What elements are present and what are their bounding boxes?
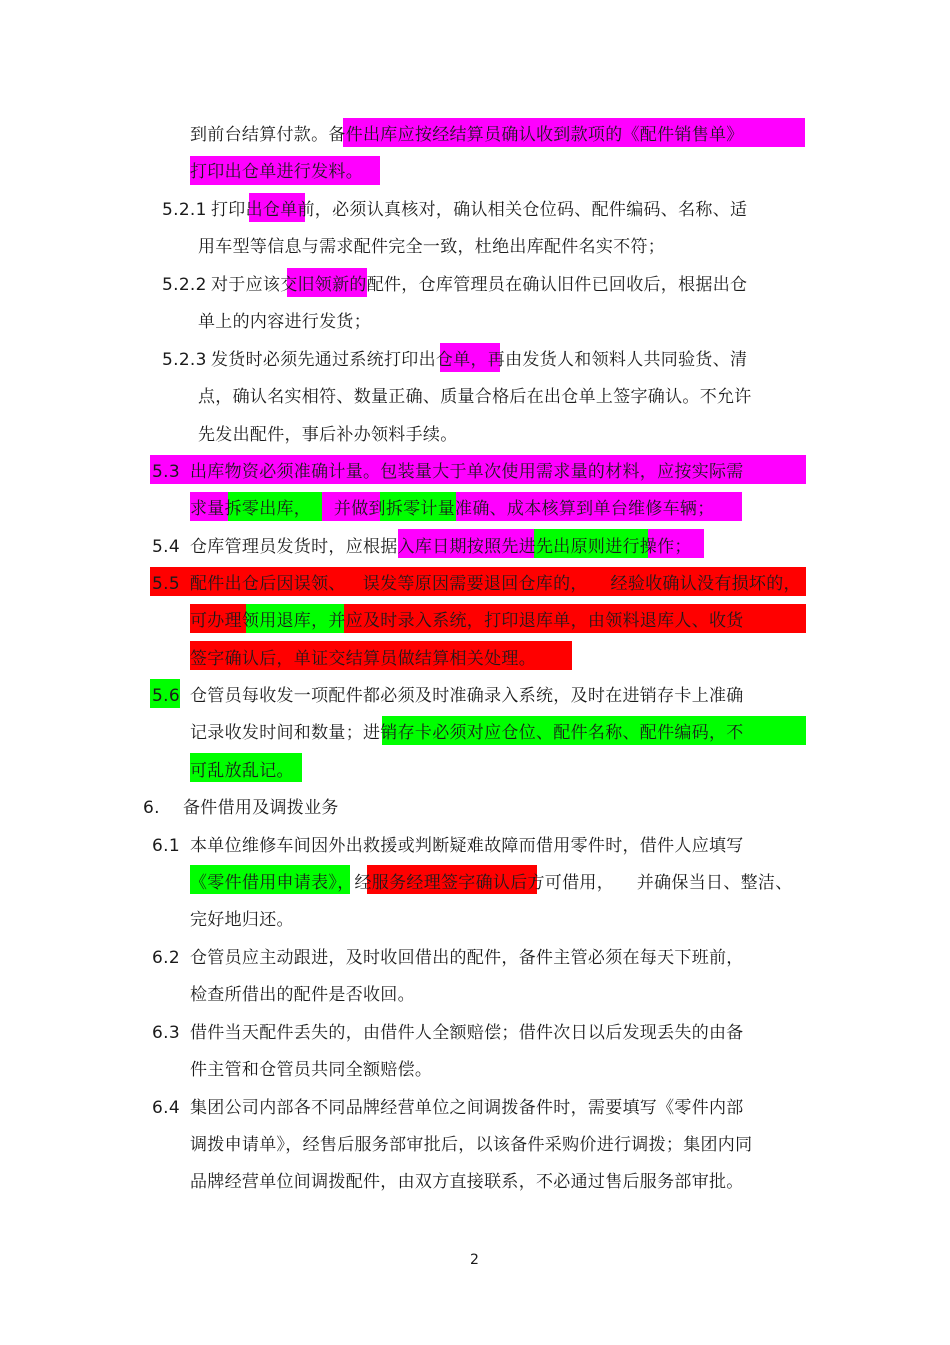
body-line: 记录收发时间和数量；进销存卡必须对应仓位、配件名称、配件编码，不 bbox=[190, 723, 744, 743]
section-number: 5.2.1 bbox=[162, 200, 207, 220]
section-number: 6. bbox=[143, 798, 160, 818]
body-line: 可乱放乱记。 bbox=[190, 761, 294, 781]
section-number: 6.4 bbox=[152, 1098, 180, 1118]
body-line: 到前台结算付款。备件出库应按经结算员确认收到款项的《配件销售单》 bbox=[190, 125, 744, 145]
section-number: 5.3 bbox=[152, 462, 180, 482]
body-line: 点，确认名实相符、数量正确、质量合格后在出仓单上签字确认。不允许 bbox=[198, 387, 752, 407]
body-line: 签字确认后，单证交结算员做结算相关处理。 bbox=[190, 649, 536, 669]
section-number: 5.5 bbox=[152, 574, 180, 594]
section-number: 6.2 bbox=[152, 948, 180, 968]
body-line: 可办理领用退库，并应及时录入系统，打印退库单，由领料退库人、收货 bbox=[190, 611, 744, 631]
body-line: 发货时必须先通过系统打印出仓单，再由发货人和领料人共同验货、清 bbox=[211, 350, 748, 370]
section-heading: 备件借用及调拨业务 bbox=[183, 798, 339, 818]
body-line: 仓库管理员发货时，应根据入库日期按照先进先出原则进行操作； bbox=[190, 537, 692, 557]
body-line: 配件出仓后因误领、 误发等原因需要退回仓库的， 经验收确认没有损坏的， bbox=[190, 574, 801, 594]
body-line: 检查所借出的配件是否收回。 bbox=[190, 985, 415, 1005]
section-number: 5.2.3 bbox=[162, 350, 207, 370]
body-line: 集团公司内部各不同品牌经营单位之间调拨备件时，需要填写《零件内部 bbox=[190, 1098, 744, 1118]
body-line: 仓管员每收发一项配件都必须及时准确录入系统，及时在进销存卡上准确 bbox=[190, 686, 744, 706]
section-number: 5.4 bbox=[152, 537, 180, 557]
body-line: 品牌经营单位间调拨配件，由双方直接联系，不必通过售后服务部审批。 bbox=[190, 1172, 744, 1192]
body-line: 单上的内容进行发货； bbox=[198, 312, 371, 332]
body-line: 求量拆零出库， 并做到拆零计量准确、成本核算到单台维修车辆； bbox=[190, 499, 715, 519]
body-line: 仓管员应主动跟进，及时收回借出的配件，备件主管必须在每天下班前， bbox=[190, 948, 744, 968]
body-line: 借件当天配件丢失的，由借件人全额赔偿；借件次日以后发现丢失的由备 bbox=[190, 1023, 744, 1043]
body-line: 《零件借用申请表》，经服务经理签字确认后方可借用， 并确保当日、整洁、 bbox=[190, 873, 793, 893]
body-line: 先发出配件，事后补办领料手续。 bbox=[198, 425, 458, 445]
body-line: 完好地归还。 bbox=[190, 910, 294, 930]
body-line: 对于应该交旧领新的配件，仓库管理员在确认旧件已回收后，根据出仓 bbox=[211, 275, 748, 295]
section-number: 6.3 bbox=[152, 1023, 180, 1043]
body-line: 调拨申请单》，经售后服务部审批后，以该备件采购价进行调拨；集团内同 bbox=[190, 1135, 753, 1155]
body-line: 打印出仓单前，必须认真核对，确认相关仓位码、配件编码、名称、适 bbox=[211, 200, 748, 220]
body-line: 本单位维修车间因外出救援或判断疑难故障而借用零件时，借件人应填写 bbox=[190, 836, 744, 856]
body-line: 出库物资必须准确计量。包装量大于单次使用需求量的材料，应按实际需 bbox=[190, 462, 744, 482]
section-number: 5.2.2 bbox=[162, 275, 207, 295]
page-number: 2 bbox=[470, 1252, 479, 1268]
body-line: 件主管和仓管员共同全额赔偿。 bbox=[190, 1060, 433, 1080]
section-number: 6.1 bbox=[152, 836, 180, 856]
body-line: 打印出仓单进行发料。 bbox=[190, 162, 363, 182]
section-number: 5.6 bbox=[152, 686, 180, 706]
body-line: 用车型等信息与需求配件完全一致，杜绝出库配件名实不符； bbox=[198, 237, 666, 257]
